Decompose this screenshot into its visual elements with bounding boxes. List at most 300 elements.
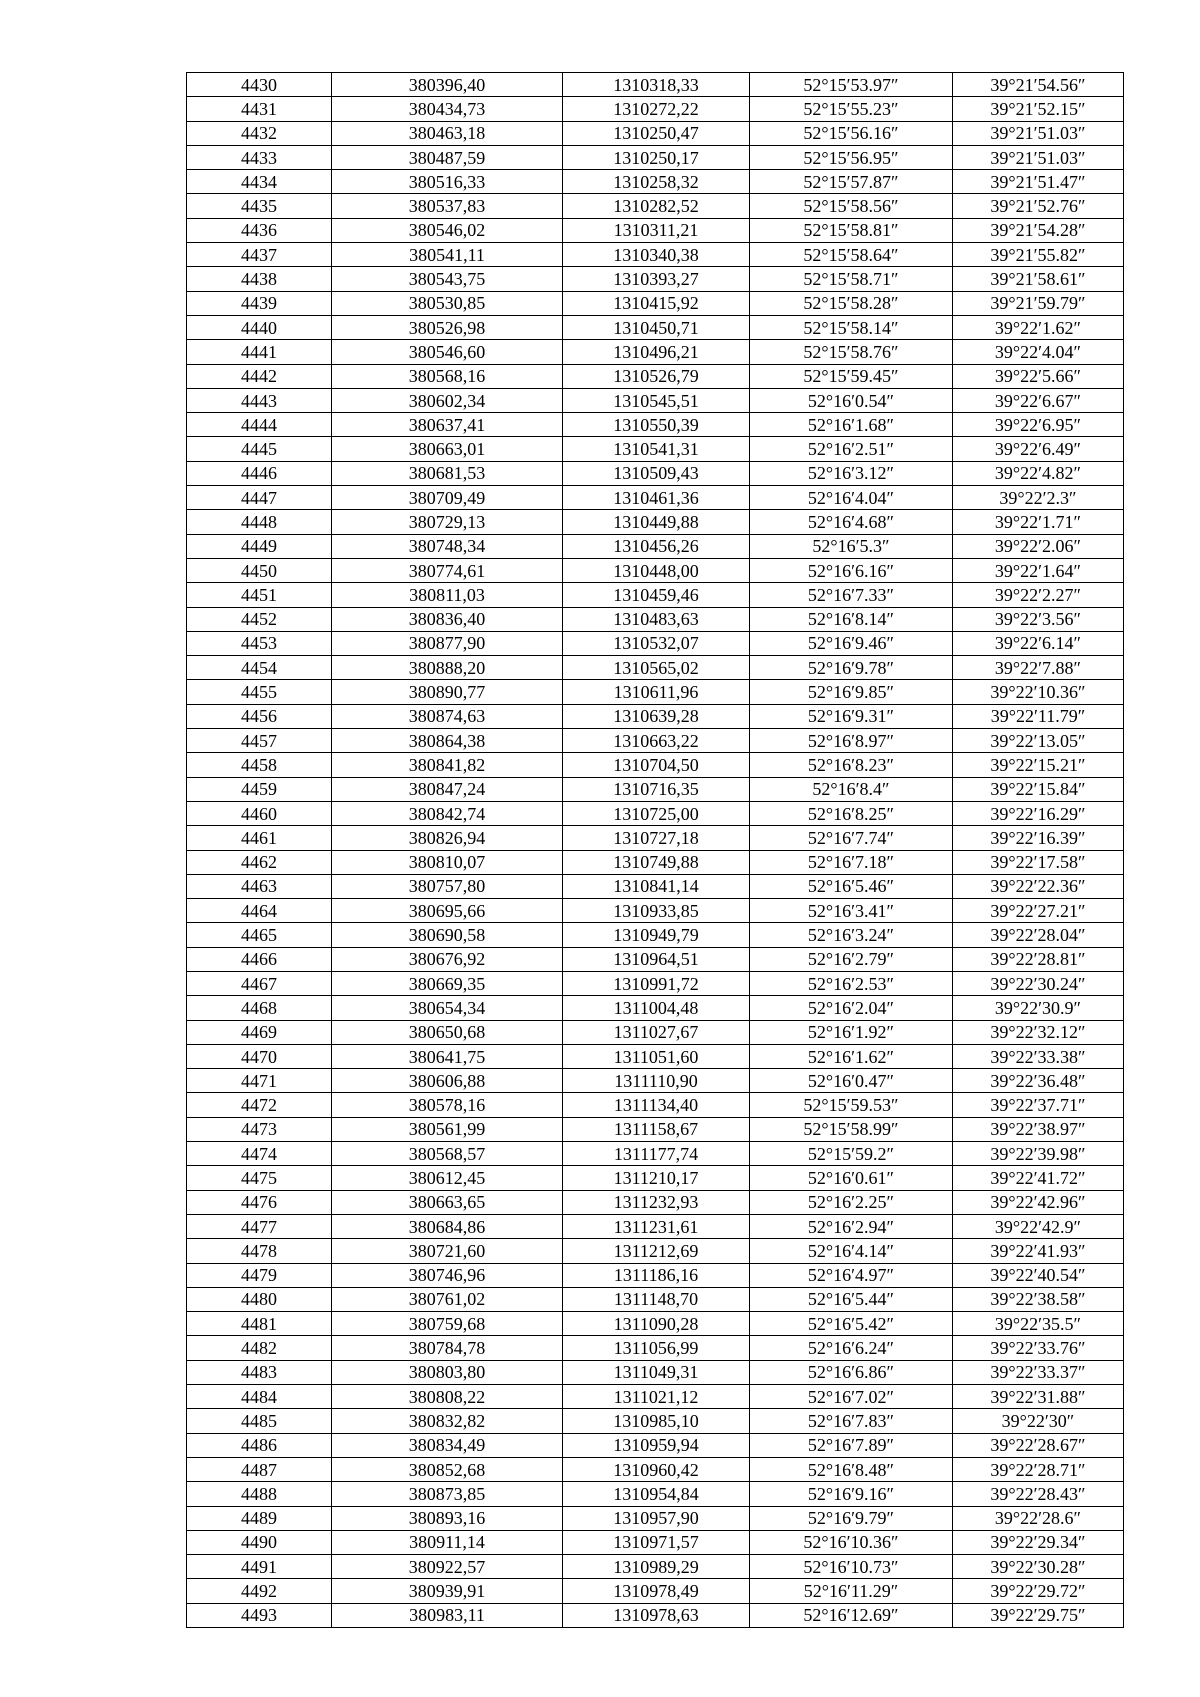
longitude-cell: 39°21′59.79″ bbox=[953, 291, 1124, 315]
y-coordinate-cell: 1311186,16 bbox=[563, 1263, 750, 1287]
latitude-cell: 52°15′55.23″ bbox=[750, 97, 953, 121]
x-coordinate-cell: 380784,78 bbox=[332, 1336, 563, 1360]
y-coordinate-cell: 1310509,43 bbox=[563, 461, 750, 485]
longitude-cell: 39°22′1.62″ bbox=[953, 315, 1124, 339]
longitude-cell: 39°22′16.29″ bbox=[953, 801, 1124, 825]
latitude-cell: 52°16′8.97″ bbox=[750, 729, 953, 753]
point-number-cell: 4471 bbox=[187, 1069, 332, 1093]
latitude-cell: 52°16′5.42″ bbox=[750, 1312, 953, 1336]
latitude-cell: 52°16′2.04″ bbox=[750, 996, 953, 1020]
table-row bbox=[187, 923, 1124, 947]
point-number-cell: 4465 bbox=[187, 923, 332, 947]
x-coordinate-cell: 380911,14 bbox=[332, 1530, 563, 1554]
latitude-cell: 52°16′4.68″ bbox=[750, 510, 953, 534]
y-coordinate-cell: 1310959,94 bbox=[563, 1433, 750, 1457]
x-coordinate-cell: 380774,61 bbox=[332, 558, 563, 582]
table-row bbox=[187, 1239, 1124, 1263]
latitude-cell: 52°16′9.16″ bbox=[750, 1482, 953, 1506]
longitude-cell: 39°22′38.97″ bbox=[953, 1117, 1124, 1141]
table-row bbox=[187, 1457, 1124, 1481]
x-coordinate-cell: 380842,74 bbox=[332, 801, 563, 825]
table-row bbox=[187, 1044, 1124, 1068]
latitude-cell: 52°16′7.74″ bbox=[750, 826, 953, 850]
point-number-cell: 4446 bbox=[187, 461, 332, 485]
longitude-cell: 39°21′55.82″ bbox=[953, 243, 1124, 267]
latitude-cell: 52°16′7.33″ bbox=[750, 583, 953, 607]
x-coordinate-cell: 380606,88 bbox=[332, 1069, 563, 1093]
longitude-cell: 39°22′16.39″ bbox=[953, 826, 1124, 850]
latitude-cell: 52°16′7.18″ bbox=[750, 850, 953, 874]
longitude-cell: 39°22′27.21″ bbox=[953, 899, 1124, 923]
point-number-cell: 4430 bbox=[187, 73, 332, 97]
x-coordinate-cell: 380654,34 bbox=[332, 996, 563, 1020]
longitude-cell: 39°22′10.36″ bbox=[953, 680, 1124, 704]
point-number-cell: 4448 bbox=[187, 510, 332, 534]
longitude-cell: 39°22′6.95″ bbox=[953, 413, 1124, 437]
x-coordinate-cell: 380757,80 bbox=[332, 874, 563, 898]
y-coordinate-cell: 1310611,96 bbox=[563, 680, 750, 704]
table-row bbox=[187, 267, 1124, 291]
table-row bbox=[187, 291, 1124, 315]
table-row bbox=[187, 73, 1124, 97]
point-number-cell: 4463 bbox=[187, 874, 332, 898]
x-coordinate-cell: 380641,75 bbox=[332, 1044, 563, 1068]
longitude-cell: 39°22′17.58″ bbox=[953, 850, 1124, 874]
table-row bbox=[187, 1360, 1124, 1384]
y-coordinate-cell: 1310541,31 bbox=[563, 437, 750, 461]
table-row bbox=[187, 1409, 1124, 1433]
longitude-cell: 39°22′39.98″ bbox=[953, 1142, 1124, 1166]
latitude-cell: 52°16′9.78″ bbox=[750, 656, 953, 680]
latitude-cell: 52°16′7.89″ bbox=[750, 1433, 953, 1457]
latitude-cell: 52°16′4.14″ bbox=[750, 1239, 953, 1263]
latitude-cell: 52°16′0.47″ bbox=[750, 1069, 953, 1093]
table-row bbox=[187, 1069, 1124, 1093]
y-coordinate-cell: 1310459,46 bbox=[563, 583, 750, 607]
table-row bbox=[187, 996, 1124, 1020]
x-coordinate-cell: 380530,85 bbox=[332, 291, 563, 315]
table-row bbox=[187, 753, 1124, 777]
point-number-cell: 4449 bbox=[187, 534, 332, 558]
longitude-cell: 39°21′52.76″ bbox=[953, 194, 1124, 218]
longitude-cell: 39°22′1.71″ bbox=[953, 510, 1124, 534]
point-number-cell: 4434 bbox=[187, 170, 332, 194]
y-coordinate-cell: 1310550,39 bbox=[563, 413, 750, 437]
y-coordinate-cell: 1310725,00 bbox=[563, 801, 750, 825]
table-row bbox=[187, 1433, 1124, 1457]
y-coordinate-cell: 1311021,12 bbox=[563, 1385, 750, 1409]
latitude-cell: 52°15′58.76″ bbox=[750, 340, 953, 364]
longitude-cell: 39°22′28.43″ bbox=[953, 1482, 1124, 1506]
y-coordinate-cell: 1311056,99 bbox=[563, 1336, 750, 1360]
longitude-cell: 39°22′6.67″ bbox=[953, 388, 1124, 412]
y-coordinate-cell: 1310448,00 bbox=[563, 558, 750, 582]
latitude-cell: 52°16′1.68″ bbox=[750, 413, 953, 437]
latitude-cell: 52°15′58.81″ bbox=[750, 218, 953, 242]
x-coordinate-cell: 380834,49 bbox=[332, 1433, 563, 1457]
y-coordinate-cell: 1310449,88 bbox=[563, 510, 750, 534]
point-number-cell: 4452 bbox=[187, 607, 332, 631]
longitude-cell: 39°22′28.81″ bbox=[953, 947, 1124, 971]
y-coordinate-cell: 1310960,42 bbox=[563, 1457, 750, 1481]
point-number-cell: 4447 bbox=[187, 486, 332, 510]
point-number-cell: 4482 bbox=[187, 1336, 332, 1360]
y-coordinate-cell: 1310526,79 bbox=[563, 364, 750, 388]
point-number-cell: 4479 bbox=[187, 1263, 332, 1287]
longitude-cell: 39°22′28.6″ bbox=[953, 1506, 1124, 1530]
point-number-cell: 4468 bbox=[187, 996, 332, 1020]
longitude-cell: 39°21′52.15″ bbox=[953, 97, 1124, 121]
y-coordinate-cell: 1311210,17 bbox=[563, 1166, 750, 1190]
table-row bbox=[187, 97, 1124, 121]
latitude-cell: 52°16′3.41″ bbox=[750, 899, 953, 923]
y-coordinate-cell: 1311134,40 bbox=[563, 1093, 750, 1117]
table-row bbox=[187, 1093, 1124, 1117]
point-number-cell: 4493 bbox=[187, 1603, 332, 1627]
longitude-cell: 39°22′42.96″ bbox=[953, 1190, 1124, 1214]
latitude-cell: 52°15′53.97″ bbox=[750, 73, 953, 97]
x-coordinate-cell: 380561,99 bbox=[332, 1117, 563, 1141]
longitude-cell: 39°22′37.71″ bbox=[953, 1093, 1124, 1117]
x-coordinate-cell: 380434,73 bbox=[332, 97, 563, 121]
y-coordinate-cell: 1310340,38 bbox=[563, 243, 750, 267]
longitude-cell: 39°22′28.71″ bbox=[953, 1457, 1124, 1481]
latitude-cell: 52°16′5.3″ bbox=[750, 534, 953, 558]
table-row bbox=[187, 777, 1124, 801]
point-number-cell: 4485 bbox=[187, 1409, 332, 1433]
point-number-cell: 4444 bbox=[187, 413, 332, 437]
table-row bbox=[187, 1603, 1124, 1627]
longitude-cell: 39°21′58.61″ bbox=[953, 267, 1124, 291]
longitude-cell: 39°22′2.06″ bbox=[953, 534, 1124, 558]
longitude-cell: 39°22′2.27″ bbox=[953, 583, 1124, 607]
point-number-cell: 4460 bbox=[187, 801, 332, 825]
y-coordinate-cell: 1310841,14 bbox=[563, 874, 750, 898]
table-row bbox=[187, 1555, 1124, 1579]
y-coordinate-cell: 1311004,48 bbox=[563, 996, 750, 1020]
point-number-cell: 4453 bbox=[187, 631, 332, 655]
x-coordinate-cell: 380578,16 bbox=[332, 1093, 563, 1117]
y-coordinate-cell: 1310989,29 bbox=[563, 1555, 750, 1579]
table-row bbox=[187, 121, 1124, 145]
longitude-cell: 39°22′6.14″ bbox=[953, 631, 1124, 655]
x-coordinate-cell: 380516,33 bbox=[332, 170, 563, 194]
table-row bbox=[187, 1530, 1124, 1554]
point-number-cell: 4450 bbox=[187, 558, 332, 582]
point-number-cell: 4454 bbox=[187, 656, 332, 680]
table-row bbox=[187, 1117, 1124, 1141]
x-coordinate-cell: 380893,16 bbox=[332, 1506, 563, 1530]
x-coordinate-cell: 380922,57 bbox=[332, 1555, 563, 1579]
point-number-cell: 4435 bbox=[187, 194, 332, 218]
coordinates-table-body bbox=[187, 73, 1124, 1628]
point-number-cell: 4477 bbox=[187, 1214, 332, 1238]
x-coordinate-cell: 380836,40 bbox=[332, 607, 563, 631]
longitude-cell: 39°21′51.03″ bbox=[953, 145, 1124, 169]
point-number-cell: 4440 bbox=[187, 315, 332, 339]
latitude-cell: 52°16′2.53″ bbox=[750, 971, 953, 995]
latitude-cell: 52°16′2.25″ bbox=[750, 1190, 953, 1214]
longitude-cell: 39°22′40.54″ bbox=[953, 1263, 1124, 1287]
point-number-cell: 4472 bbox=[187, 1093, 332, 1117]
y-coordinate-cell: 1310532,07 bbox=[563, 631, 750, 655]
table-row bbox=[187, 388, 1124, 412]
latitude-cell: 52°16′10.73″ bbox=[750, 1555, 953, 1579]
table-row bbox=[187, 510, 1124, 534]
latitude-cell: 52°16′10.36″ bbox=[750, 1530, 953, 1554]
latitude-cell: 52°16′9.79″ bbox=[750, 1506, 953, 1530]
y-coordinate-cell: 1310663,22 bbox=[563, 729, 750, 753]
latitude-cell: 52°16′2.94″ bbox=[750, 1214, 953, 1238]
point-number-cell: 4481 bbox=[187, 1312, 332, 1336]
latitude-cell: 52°16′2.51″ bbox=[750, 437, 953, 461]
table-row bbox=[187, 656, 1124, 680]
latitude-cell: 52°16′5.44″ bbox=[750, 1287, 953, 1311]
x-coordinate-cell: 380546,02 bbox=[332, 218, 563, 242]
y-coordinate-cell: 1310971,57 bbox=[563, 1530, 750, 1554]
table-row bbox=[187, 461, 1124, 485]
point-number-cell: 4475 bbox=[187, 1166, 332, 1190]
x-coordinate-cell: 380537,83 bbox=[332, 194, 563, 218]
point-number-cell: 4451 bbox=[187, 583, 332, 607]
longitude-cell: 39°21′54.28″ bbox=[953, 218, 1124, 242]
longitude-cell: 39°22′4.04″ bbox=[953, 340, 1124, 364]
point-number-cell: 4480 bbox=[187, 1287, 332, 1311]
x-coordinate-cell: 380832,82 bbox=[332, 1409, 563, 1433]
point-number-cell: 4432 bbox=[187, 121, 332, 145]
table-row bbox=[187, 1214, 1124, 1238]
x-coordinate-cell: 380487,59 bbox=[332, 145, 563, 169]
table-row bbox=[187, 874, 1124, 898]
point-number-cell: 4476 bbox=[187, 1190, 332, 1214]
latitude-cell: 52°15′59.53″ bbox=[750, 1093, 953, 1117]
longitude-cell: 39°21′54.56″ bbox=[953, 73, 1124, 97]
longitude-cell: 39°22′38.58″ bbox=[953, 1287, 1124, 1311]
point-number-cell: 4486 bbox=[187, 1433, 332, 1457]
point-number-cell: 4467 bbox=[187, 971, 332, 995]
x-coordinate-cell: 380709,49 bbox=[332, 486, 563, 510]
longitude-cell: 39°22′15.21″ bbox=[953, 753, 1124, 777]
longitude-cell: 39°22′22.36″ bbox=[953, 874, 1124, 898]
point-number-cell: 4459 bbox=[187, 777, 332, 801]
x-coordinate-cell: 380748,34 bbox=[332, 534, 563, 558]
point-number-cell: 4441 bbox=[187, 340, 332, 364]
point-number-cell: 4455 bbox=[187, 680, 332, 704]
y-coordinate-cell: 1310749,88 bbox=[563, 850, 750, 874]
x-coordinate-cell: 380396,40 bbox=[332, 73, 563, 97]
latitude-cell: 52°16′6.16″ bbox=[750, 558, 953, 582]
x-coordinate-cell: 380808,22 bbox=[332, 1385, 563, 1409]
x-coordinate-cell: 380663,01 bbox=[332, 437, 563, 461]
y-coordinate-cell: 1310933,85 bbox=[563, 899, 750, 923]
table-row bbox=[187, 1020, 1124, 1044]
table-row bbox=[187, 340, 1124, 364]
y-coordinate-cell: 1311232,93 bbox=[563, 1190, 750, 1214]
x-coordinate-cell: 380695,66 bbox=[332, 899, 563, 923]
x-coordinate-cell: 380852,68 bbox=[332, 1457, 563, 1481]
point-number-cell: 4484 bbox=[187, 1385, 332, 1409]
latitude-cell: 52°15′56.95″ bbox=[750, 145, 953, 169]
longitude-cell: 39°22′30.24″ bbox=[953, 971, 1124, 995]
point-number-cell: 4470 bbox=[187, 1044, 332, 1068]
x-coordinate-cell: 380650,68 bbox=[332, 1020, 563, 1044]
y-coordinate-cell: 1311051,60 bbox=[563, 1044, 750, 1068]
y-coordinate-cell: 1311177,74 bbox=[563, 1142, 750, 1166]
longitude-cell: 39°22′33.76″ bbox=[953, 1336, 1124, 1360]
latitude-cell: 52°15′57.87″ bbox=[750, 170, 953, 194]
y-coordinate-cell: 1310272,22 bbox=[563, 97, 750, 121]
point-number-cell: 4487 bbox=[187, 1457, 332, 1481]
table-row bbox=[187, 1312, 1124, 1336]
y-coordinate-cell: 1310483,63 bbox=[563, 607, 750, 631]
y-coordinate-cell: 1310964,51 bbox=[563, 947, 750, 971]
y-coordinate-cell: 1310991,72 bbox=[563, 971, 750, 995]
point-number-cell: 4491 bbox=[187, 1555, 332, 1579]
y-coordinate-cell: 1310727,18 bbox=[563, 826, 750, 850]
longitude-cell: 39°22′29.72″ bbox=[953, 1579, 1124, 1603]
y-coordinate-cell: 1311212,69 bbox=[563, 1239, 750, 1263]
latitude-cell: 52°16′9.46″ bbox=[750, 631, 953, 655]
y-coordinate-cell: 1310415,92 bbox=[563, 291, 750, 315]
longitude-cell: 39°22′29.34″ bbox=[953, 1530, 1124, 1554]
table-row bbox=[187, 1190, 1124, 1214]
x-coordinate-cell: 380684,86 bbox=[332, 1214, 563, 1238]
table-row bbox=[187, 583, 1124, 607]
latitude-cell: 52°16′0.61″ bbox=[750, 1166, 953, 1190]
point-number-cell: 4488 bbox=[187, 1482, 332, 1506]
point-number-cell: 4433 bbox=[187, 145, 332, 169]
latitude-cell: 52°16′9.31″ bbox=[750, 704, 953, 728]
point-number-cell: 4469 bbox=[187, 1020, 332, 1044]
y-coordinate-cell: 1310318,33 bbox=[563, 73, 750, 97]
x-coordinate-cell: 380568,16 bbox=[332, 364, 563, 388]
x-coordinate-cell: 380690,58 bbox=[332, 923, 563, 947]
latitude-cell: 52°16′8.23″ bbox=[750, 753, 953, 777]
x-coordinate-cell: 380541,11 bbox=[332, 243, 563, 267]
table-row bbox=[187, 1336, 1124, 1360]
y-coordinate-cell: 1310639,28 bbox=[563, 704, 750, 728]
latitude-cell: 52°16′7.83″ bbox=[750, 1409, 953, 1433]
latitude-cell: 52°16′3.24″ bbox=[750, 923, 953, 947]
latitude-cell: 52°16′12.69″ bbox=[750, 1603, 953, 1627]
table-row bbox=[187, 899, 1124, 923]
point-number-cell: 4442 bbox=[187, 364, 332, 388]
y-coordinate-cell: 1310565,02 bbox=[563, 656, 750, 680]
table-row bbox=[187, 1142, 1124, 1166]
point-number-cell: 4458 bbox=[187, 753, 332, 777]
table-row bbox=[187, 729, 1124, 753]
latitude-cell: 52°16′2.79″ bbox=[750, 947, 953, 971]
table-row bbox=[187, 413, 1124, 437]
x-coordinate-cell: 380543,75 bbox=[332, 267, 563, 291]
longitude-cell: 39°22′42.9″ bbox=[953, 1214, 1124, 1238]
point-number-cell: 4439 bbox=[187, 291, 332, 315]
point-number-cell: 4457 bbox=[187, 729, 332, 753]
latitude-cell: 52°16′8.48″ bbox=[750, 1457, 953, 1481]
point-number-cell: 4437 bbox=[187, 243, 332, 267]
y-coordinate-cell: 1310450,71 bbox=[563, 315, 750, 339]
longitude-cell: 39°22′33.37″ bbox=[953, 1360, 1124, 1384]
point-number-cell: 4462 bbox=[187, 850, 332, 874]
longitude-cell: 39°22′29.75″ bbox=[953, 1603, 1124, 1627]
table-row bbox=[187, 145, 1124, 169]
x-coordinate-cell: 380568,57 bbox=[332, 1142, 563, 1166]
y-coordinate-cell: 1310456,26 bbox=[563, 534, 750, 558]
table-row bbox=[187, 218, 1124, 242]
longitude-cell: 39°22′31.88″ bbox=[953, 1385, 1124, 1409]
point-number-cell: 4474 bbox=[187, 1142, 332, 1166]
table-row bbox=[187, 850, 1124, 874]
longitude-cell: 39°22′41.72″ bbox=[953, 1166, 1124, 1190]
x-coordinate-cell: 380811,03 bbox=[332, 583, 563, 607]
longitude-cell: 39°22′30″ bbox=[953, 1409, 1124, 1433]
latitude-cell: 52°15′59.2″ bbox=[750, 1142, 953, 1166]
y-coordinate-cell: 1310978,63 bbox=[563, 1603, 750, 1627]
y-coordinate-cell: 1311231,61 bbox=[563, 1214, 750, 1238]
longitude-cell: 39°22′13.05″ bbox=[953, 729, 1124, 753]
point-number-cell: 4492 bbox=[187, 1579, 332, 1603]
y-coordinate-cell: 1310496,21 bbox=[563, 340, 750, 364]
table-row bbox=[187, 534, 1124, 558]
table-row bbox=[187, 1287, 1124, 1311]
latitude-cell: 52°16′6.86″ bbox=[750, 1360, 953, 1384]
table-row bbox=[187, 971, 1124, 995]
longitude-cell: 39°22′2.3″ bbox=[953, 486, 1124, 510]
x-coordinate-cell: 380602,34 bbox=[332, 388, 563, 412]
y-coordinate-cell: 1311090,28 bbox=[563, 1312, 750, 1336]
latitude-cell: 52°16′7.02″ bbox=[750, 1385, 953, 1409]
x-coordinate-cell: 380877,90 bbox=[332, 631, 563, 655]
y-coordinate-cell: 1310545,51 bbox=[563, 388, 750, 412]
x-coordinate-cell: 380939,91 bbox=[332, 1579, 563, 1603]
table-row bbox=[187, 194, 1124, 218]
longitude-cell: 39°22′36.48″ bbox=[953, 1069, 1124, 1093]
y-coordinate-cell: 1310258,32 bbox=[563, 170, 750, 194]
coordinates-table bbox=[186, 72, 1124, 1628]
longitude-cell: 39°22′4.82″ bbox=[953, 461, 1124, 485]
table-row bbox=[187, 1385, 1124, 1409]
point-number-cell: 4466 bbox=[187, 947, 332, 971]
latitude-cell: 52°15′58.56″ bbox=[750, 194, 953, 218]
latitude-cell: 52°16′6.24″ bbox=[750, 1336, 953, 1360]
longitude-cell: 39°22′5.66″ bbox=[953, 364, 1124, 388]
longitude-cell: 39°21′51.03″ bbox=[953, 121, 1124, 145]
table-row bbox=[187, 1263, 1124, 1287]
longitude-cell: 39°22′32.12″ bbox=[953, 1020, 1124, 1044]
x-coordinate-cell: 380637,41 bbox=[332, 413, 563, 437]
x-coordinate-cell: 380810,07 bbox=[332, 850, 563, 874]
table-row bbox=[187, 1506, 1124, 1530]
y-coordinate-cell: 1311049,31 bbox=[563, 1360, 750, 1384]
point-number-cell: 4456 bbox=[187, 704, 332, 728]
x-coordinate-cell: 380841,82 bbox=[332, 753, 563, 777]
x-coordinate-cell: 380888,20 bbox=[332, 656, 563, 680]
latitude-cell: 52°15′58.14″ bbox=[750, 315, 953, 339]
longitude-cell: 39°22′7.88″ bbox=[953, 656, 1124, 680]
x-coordinate-cell: 380729,13 bbox=[332, 510, 563, 534]
table-row bbox=[187, 607, 1124, 631]
point-number-cell: 4436 bbox=[187, 218, 332, 242]
table-row bbox=[187, 1482, 1124, 1506]
table-row bbox=[187, 364, 1124, 388]
latitude-cell: 52°16′1.62″ bbox=[750, 1044, 953, 1068]
latitude-cell: 52°16′3.12″ bbox=[750, 461, 953, 485]
longitude-cell: 39°22′3.56″ bbox=[953, 607, 1124, 631]
latitude-cell: 52°15′58.71″ bbox=[750, 267, 953, 291]
y-coordinate-cell: 1311027,67 bbox=[563, 1020, 750, 1044]
longitude-cell: 39°22′30.9″ bbox=[953, 996, 1124, 1020]
latitude-cell: 52°16′5.46″ bbox=[750, 874, 953, 898]
